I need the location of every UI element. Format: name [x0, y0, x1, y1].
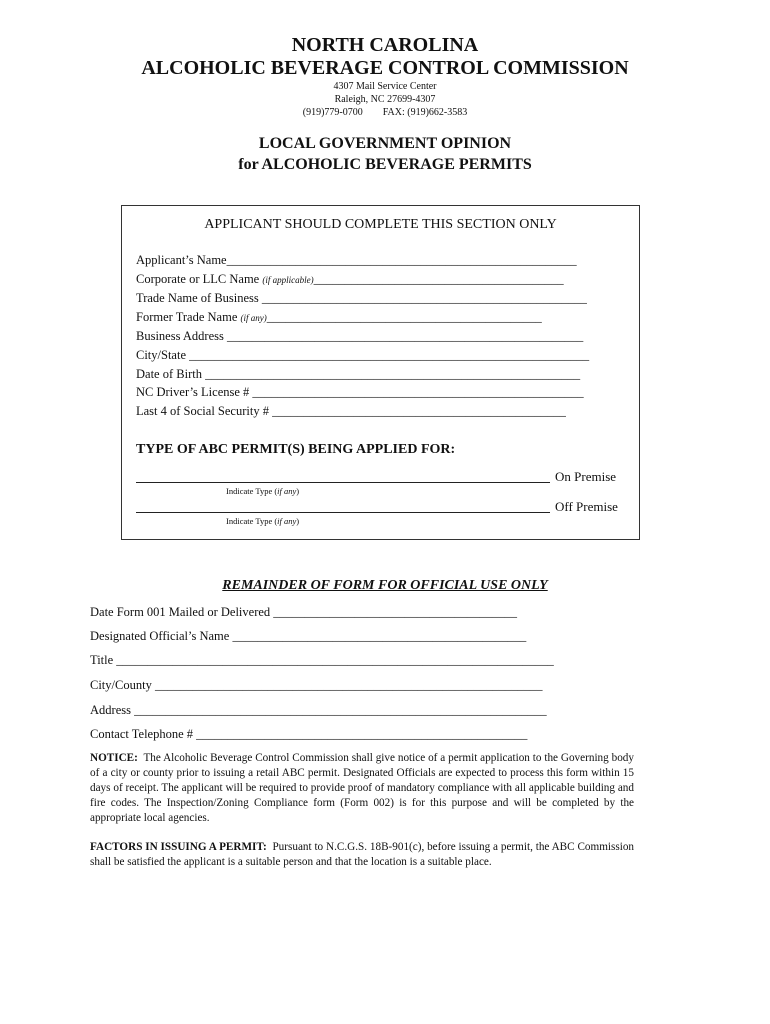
- notice-label: NOTICE:: [90, 752, 138, 764]
- address-line-1: 4307 Mail Service Center: [333, 81, 437, 92]
- off-premise-indicate-type: Indicate Type (if any): [226, 516, 300, 526]
- ssn-last-4-field[interactable]: Last 4 of Social Security # _______________________________________________: [136, 404, 566, 418]
- on-premise-label: On Premise: [555, 469, 617, 484]
- date-mailed-field[interactable]: Date Form 001 Mailed or Delivered _______________________________________: [90, 605, 518, 619]
- applicant-name-field[interactable]: Applicant’s Name________________________________________________________: [136, 253, 577, 267]
- official-section-title: REMAINDER OF FORM FOR OFFICIAL USE ONLY: [222, 578, 548, 593]
- commission-heading: ALCOHOLIC BEVERAGE CONTROL COMMISSION: [141, 57, 629, 79]
- corporate-llc-name-field[interactable]: Corporate or LLC Name (if applicable)________________________________________: [136, 272, 564, 286]
- fax-number: FAX: (919)662-3583: [382, 107, 468, 118]
- notice-paragraph: [90, 751, 634, 826]
- notice-text: The Alcoholic Beverage Control Commission shall give notice of a permit application to the Governing body of a city or county prior to issuing a retail ABC permit. Designated Officials are expected to process this form within 15 days of receipt. The applicant will be required to provide proof of mandatory compliance with all applicable building and fire codes. The Inspection/Zoning Compliance form (Form 002) is for this purpose and will be completed by the appropriate local agencies.: [90, 752, 634, 824]
- drivers-license-field[interactable]: NC Driver’s License # _____________________________________________________: [136, 385, 584, 399]
- address-field[interactable]: Address __________________________________________________________________: [90, 703, 547, 717]
- state-heading: NORTH CAROLINA: [291, 34, 479, 56]
- title-field[interactable]: Title ______________________________________________________________________: [90, 653, 554, 667]
- off-premise-line[interactable]: [136, 512, 550, 513]
- factors-text: Pursuant to N.C.G.S. 18B-901(c), before issuing a permit, the ABC Commission shall be satisfied the applicant is a suitable person and that the location is a suitable place.: [90, 841, 635, 868]
- permit-type-heading: TYPE OF ABC PERMIT(S) BEING APPLIED FOR:: [136, 442, 456, 457]
- on-premise-indicate-type: Indicate Type (if any): [226, 486, 300, 496]
- former-trade-name-field[interactable]: Former Trade Name (if any)____________________________________________: [136, 310, 542, 324]
- city-state-field[interactable]: City/State ________________________________________________________________: [136, 348, 590, 362]
- off-premise-label: Off Premise: [555, 499, 618, 514]
- applicant-section-box: [121, 205, 640, 540]
- business-address-field[interactable]: Business Address _________________________________________________________: [136, 329, 584, 343]
- form-title-line-2: for ALCOHOLIC BEVERAGE PERMITS: [238, 156, 532, 173]
- designated-official-field[interactable]: Designated Official’s Name _______________________________________________: [90, 629, 527, 643]
- factors-label: FACTORS IN ISSUING A PERMIT:: [90, 841, 267, 853]
- phone-number: (919)779-0700: [302, 107, 363, 118]
- contact-telephone-field[interactable]: Contact Telephone # _____________________________________________________: [90, 727, 528, 741]
- trade-name-field[interactable]: Trade Name of Business ____________________________________________________: [136, 291, 587, 305]
- city-county-field[interactable]: City/County ______________________________________________________________: [90, 678, 543, 692]
- contact-line: [0, 107, 770, 119]
- date-of-birth-field[interactable]: Date of Birth ____________________________________________________________: [136, 367, 581, 381]
- factors-paragraph: [90, 840, 634, 870]
- form-title-line-1: LOCAL GOVERNMENT OPINION: [258, 135, 512, 152]
- applicant-section-title: APPLICANT SHOULD COMPLETE THIS SECTION ONLY: [204, 217, 557, 232]
- address-line-2: Raleigh, NC 27699-4307: [334, 94, 436, 105]
- on-premise-line[interactable]: [136, 482, 550, 483]
